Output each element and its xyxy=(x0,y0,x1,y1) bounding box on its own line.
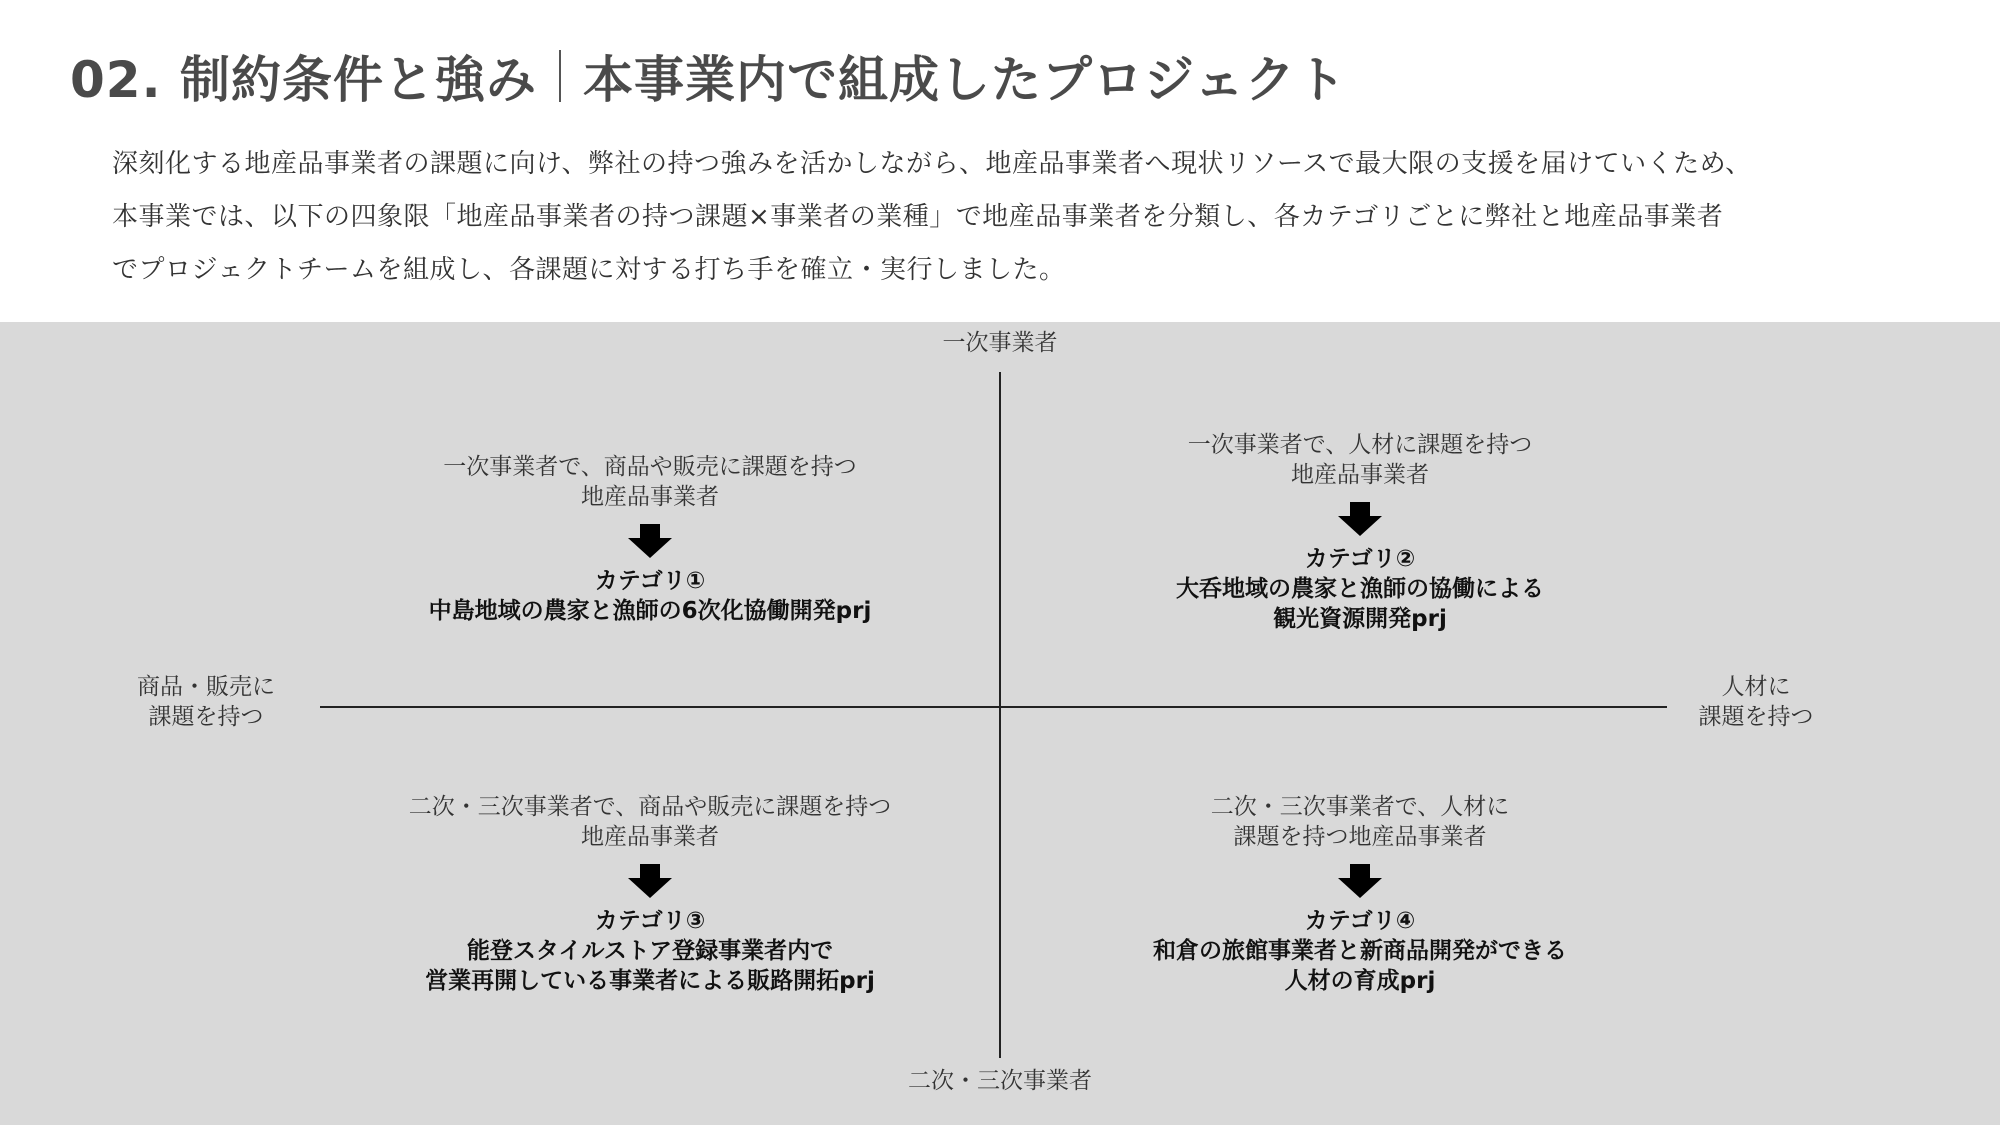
category-project: 人材の育成prj xyxy=(1284,968,1436,994)
category-project: 能登スタイルストア登録事業者内で xyxy=(466,938,834,964)
page-title xyxy=(70,40,1347,112)
axis-label-right xyxy=(1656,672,1856,732)
quadrant-description xyxy=(1030,792,1690,852)
axis-label-right-line: 課題を持つ xyxy=(1698,704,1814,730)
category-project: 大呑地域の農家と漁師の協働による xyxy=(1176,576,1544,602)
category-title: カテゴリ② xyxy=(1304,546,1416,572)
intro-line: 本事業では、以下の四象限「地産品事業者の持つ課題×事業者の業種」で地産品事業者を分類し、各カテゴリごとに弊社と地産品事業者 xyxy=(112,202,1724,232)
axis-label-top: 一次事業者 xyxy=(942,330,1058,356)
category-project: 営業再開している事業者による販路開拓prj xyxy=(425,968,875,994)
quadrant-top-right xyxy=(1030,430,1690,634)
intro-line: でプロジェクトチームを組成し、各課題に対する打ち手を確立・実行しました。 xyxy=(112,255,1066,285)
quadrant-diagram xyxy=(0,322,2000,1125)
arrow-down-icon xyxy=(628,864,672,898)
description-line: 地産品事業者 xyxy=(581,824,719,850)
arrow-down-icon xyxy=(628,524,672,558)
intro-text xyxy=(112,138,1932,297)
arrow-down-icon xyxy=(1338,502,1382,536)
category-title: カテゴリ① xyxy=(594,568,706,594)
description-line: 地産品事業者 xyxy=(1291,462,1429,488)
quadrant-description xyxy=(320,792,980,852)
description-line: 一次事業者で、商品や販売に課題を持つ xyxy=(443,454,857,480)
title-left: 02. 制約条件と強み xyxy=(70,51,537,109)
vertical-axis-line xyxy=(999,372,1001,1058)
axis-label-left xyxy=(106,672,306,732)
quadrant-description xyxy=(320,452,980,512)
category-label xyxy=(320,566,980,626)
quadrant-description xyxy=(1030,430,1690,490)
category-label xyxy=(320,906,980,996)
horizontal-axis-line xyxy=(320,706,1667,708)
category-title: カテゴリ③ xyxy=(594,908,706,934)
quadrant-bottom-right xyxy=(1030,792,1690,996)
axis-label-left-line: 課題を持つ xyxy=(148,704,264,730)
arrow-down-icon xyxy=(1338,864,1382,898)
title-separator xyxy=(559,50,561,102)
description-line: 一次事業者で、人材に課題を持つ xyxy=(1187,432,1533,458)
intro-line: 深刻化する地産品事業者の課題に向け、弊社の持つ強みを活かしながら、地産品事業者へ現状リソースで最大限の支援を届けていくため、 xyxy=(112,149,1752,179)
category-title: カテゴリ④ xyxy=(1304,908,1416,934)
axis-label-right-line: 人材に xyxy=(1721,674,1791,700)
category-label xyxy=(1030,544,1690,634)
category-project: 観光資源開発prj xyxy=(1273,606,1447,632)
quadrant-bottom-left xyxy=(320,792,980,996)
description-line: 二次・三次事業者で、人材に xyxy=(1210,794,1510,820)
category-label xyxy=(1030,906,1690,996)
description-line: 課題を持つ地産品事業者 xyxy=(1233,824,1487,850)
quadrant-top-left xyxy=(320,452,980,626)
title-right: 本事業内で組成したプロジェクト xyxy=(582,51,1347,109)
axis-label-left-line: 商品・販売に xyxy=(137,674,275,700)
category-project: 中島地域の農家と漁師の6次化協働開発prj xyxy=(428,598,872,624)
description-line: 地産品事業者 xyxy=(581,484,719,510)
axis-label-bottom: 二次・三次事業者 xyxy=(908,1068,1092,1094)
category-project: 和倉の旅館事業者と新商品開発ができる xyxy=(1153,938,1567,964)
description-line: 二次・三次事業者で、商品や販売に課題を持つ xyxy=(408,794,892,820)
